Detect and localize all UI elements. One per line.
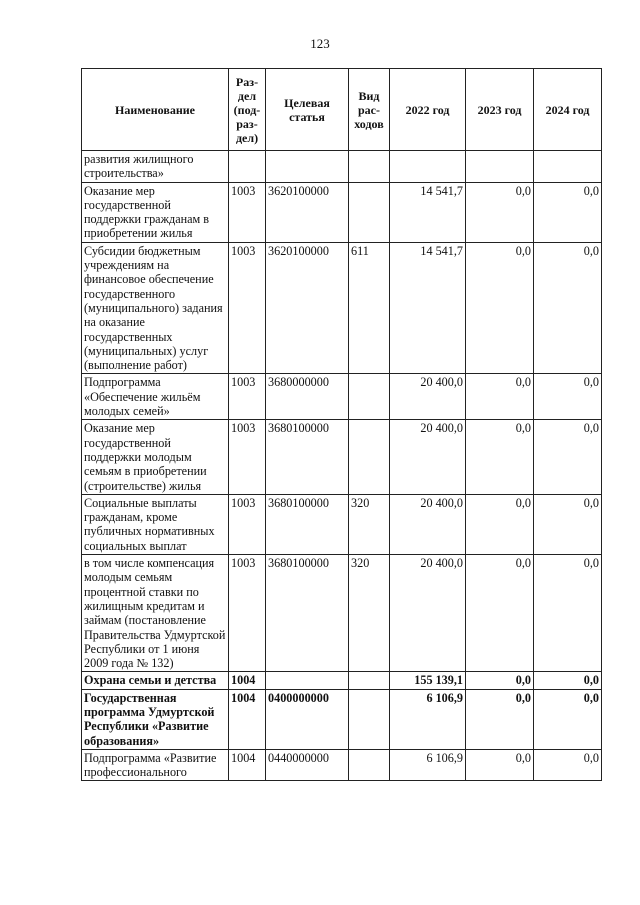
cell-2024: 0,0: [534, 494, 602, 554]
cell-vid: [349, 151, 390, 183]
table-row: [82, 749, 602, 781]
cell-2024: 0,0: [534, 555, 602, 672]
cell-razdel: 1003: [229, 420, 266, 494]
header-2023: 2023 год: [466, 69, 534, 151]
cell-name: Охрана семьи и детства: [82, 672, 229, 689]
header-2024: 2024 год: [534, 69, 602, 151]
cell-2022: 14 541,7: [390, 182, 466, 242]
cell-vid: [349, 420, 390, 494]
cell-statya: 3620100000: [266, 242, 349, 374]
cell-razdel: 1003: [229, 242, 266, 374]
header-2022: 2022 год: [390, 69, 466, 151]
table-row: [82, 374, 602, 420]
header-vid: Вид рас-ходов: [349, 69, 390, 151]
header-statya: Целевая статья: [266, 69, 349, 151]
cell-2024: 0,0: [534, 420, 602, 494]
cell-2022: [390, 151, 466, 183]
cell-2024: 0,0: [534, 242, 602, 374]
cell-name: Подпрограмма «Развитие профессионального: [82, 749, 229, 781]
table-body: [82, 151, 602, 781]
cell-name: Государственная программа Удмуртской Республики «Развитие образования»: [82, 689, 229, 749]
cell-name: Социальные выплаты гражданам, кроме публичных нормативных социальных выплат: [82, 494, 229, 554]
cell-2024: 0,0: [534, 689, 602, 749]
header-name: Наименование: [82, 69, 229, 151]
cell-2024: 0,0: [534, 749, 602, 781]
cell-name: Оказание мер государственной поддержки молодым семьям в приобретении (строительстве) жилья: [82, 420, 229, 494]
cell-2024: 0,0: [534, 374, 602, 420]
cell-2022: 6 106,9: [390, 689, 466, 749]
cell-name: в том числе компенсация молодым семьям процентной ставки по жилищным кредитам и займам (постановление Правительства Удмуртской Республики от 1 июня 2009 года № 132): [82, 555, 229, 672]
table-row: [82, 672, 602, 689]
cell-vid: [349, 689, 390, 749]
cell-2023: 0,0: [466, 672, 534, 689]
cell-razdel: [229, 151, 266, 183]
cell-vid: 320: [349, 494, 390, 554]
cell-2023: 0,0: [466, 689, 534, 749]
cell-2023: 0,0: [466, 494, 534, 554]
cell-name: Субсидии бюджетным учреждениям на финансовое обеспечение государственного (муниципального) задания на оказание государственных (муниципальных) услуг (выполнение работ): [82, 242, 229, 374]
cell-name: развития жилищного строительства»: [82, 151, 229, 183]
cell-statya: [266, 151, 349, 183]
cell-2024: 0,0: [534, 672, 602, 689]
cell-2024: [534, 151, 602, 183]
page-number: 123: [310, 36, 330, 51]
cell-vid: 320: [349, 555, 390, 672]
cell-razdel: 1003: [229, 374, 266, 420]
table-header-row: [82, 69, 602, 151]
cell-statya: 3680100000: [266, 555, 349, 672]
table-row: [82, 242, 602, 374]
cell-statya: 3680100000: [266, 494, 349, 554]
table-row: [82, 151, 602, 183]
cell-vid: 611: [349, 242, 390, 374]
cell-2022: 6 106,9: [390, 749, 466, 781]
cell-statya: [266, 672, 349, 689]
cell-razdel: 1003: [229, 555, 266, 672]
cell-vid: [349, 182, 390, 242]
table-row: [82, 494, 602, 554]
table-row: [82, 182, 602, 242]
cell-2022: 20 400,0: [390, 420, 466, 494]
cell-vid: [349, 374, 390, 420]
cell-name: Оказание мер государственной поддержки гражданам в приобретении жилья: [82, 182, 229, 242]
cell-name: Подпрограмма «Обеспечение жильём молодых семей»: [82, 374, 229, 420]
cell-2023: 0,0: [466, 749, 534, 781]
cell-2023: 0,0: [466, 420, 534, 494]
table-row: [82, 555, 602, 672]
cell-2022: 20 400,0: [390, 494, 466, 554]
cell-statya: 3680100000: [266, 420, 349, 494]
cell-razdel: 1003: [229, 182, 266, 242]
cell-razdel: 1003: [229, 494, 266, 554]
cell-2023: 0,0: [466, 374, 534, 420]
cell-2022: 20 400,0: [390, 374, 466, 420]
cell-statya: 0440000000: [266, 749, 349, 781]
cell-2023: 0,0: [466, 242, 534, 374]
header-razdel: Раз-дел (под-раз-дел): [229, 69, 266, 151]
cell-statya: 0400000000: [266, 689, 349, 749]
cell-2022: 155 139,1: [390, 672, 466, 689]
cell-2023: 0,0: [466, 555, 534, 672]
table-row: [82, 420, 602, 494]
cell-2022: 14 541,7: [390, 242, 466, 374]
cell-2022: 20 400,0: [390, 555, 466, 672]
cell-razdel: 1004: [229, 672, 266, 689]
cell-vid: [349, 749, 390, 781]
cell-2024: 0,0: [534, 182, 602, 242]
cell-statya: 3680000000: [266, 374, 349, 420]
cell-vid: [349, 672, 390, 689]
cell-2023: [466, 151, 534, 183]
budget-table: [81, 68, 602, 781]
cell-razdel: 1004: [229, 689, 266, 749]
cell-razdel: 1004: [229, 749, 266, 781]
cell-2023: 0,0: [466, 182, 534, 242]
table-row: [82, 689, 602, 749]
cell-statya: 3620100000: [266, 182, 349, 242]
